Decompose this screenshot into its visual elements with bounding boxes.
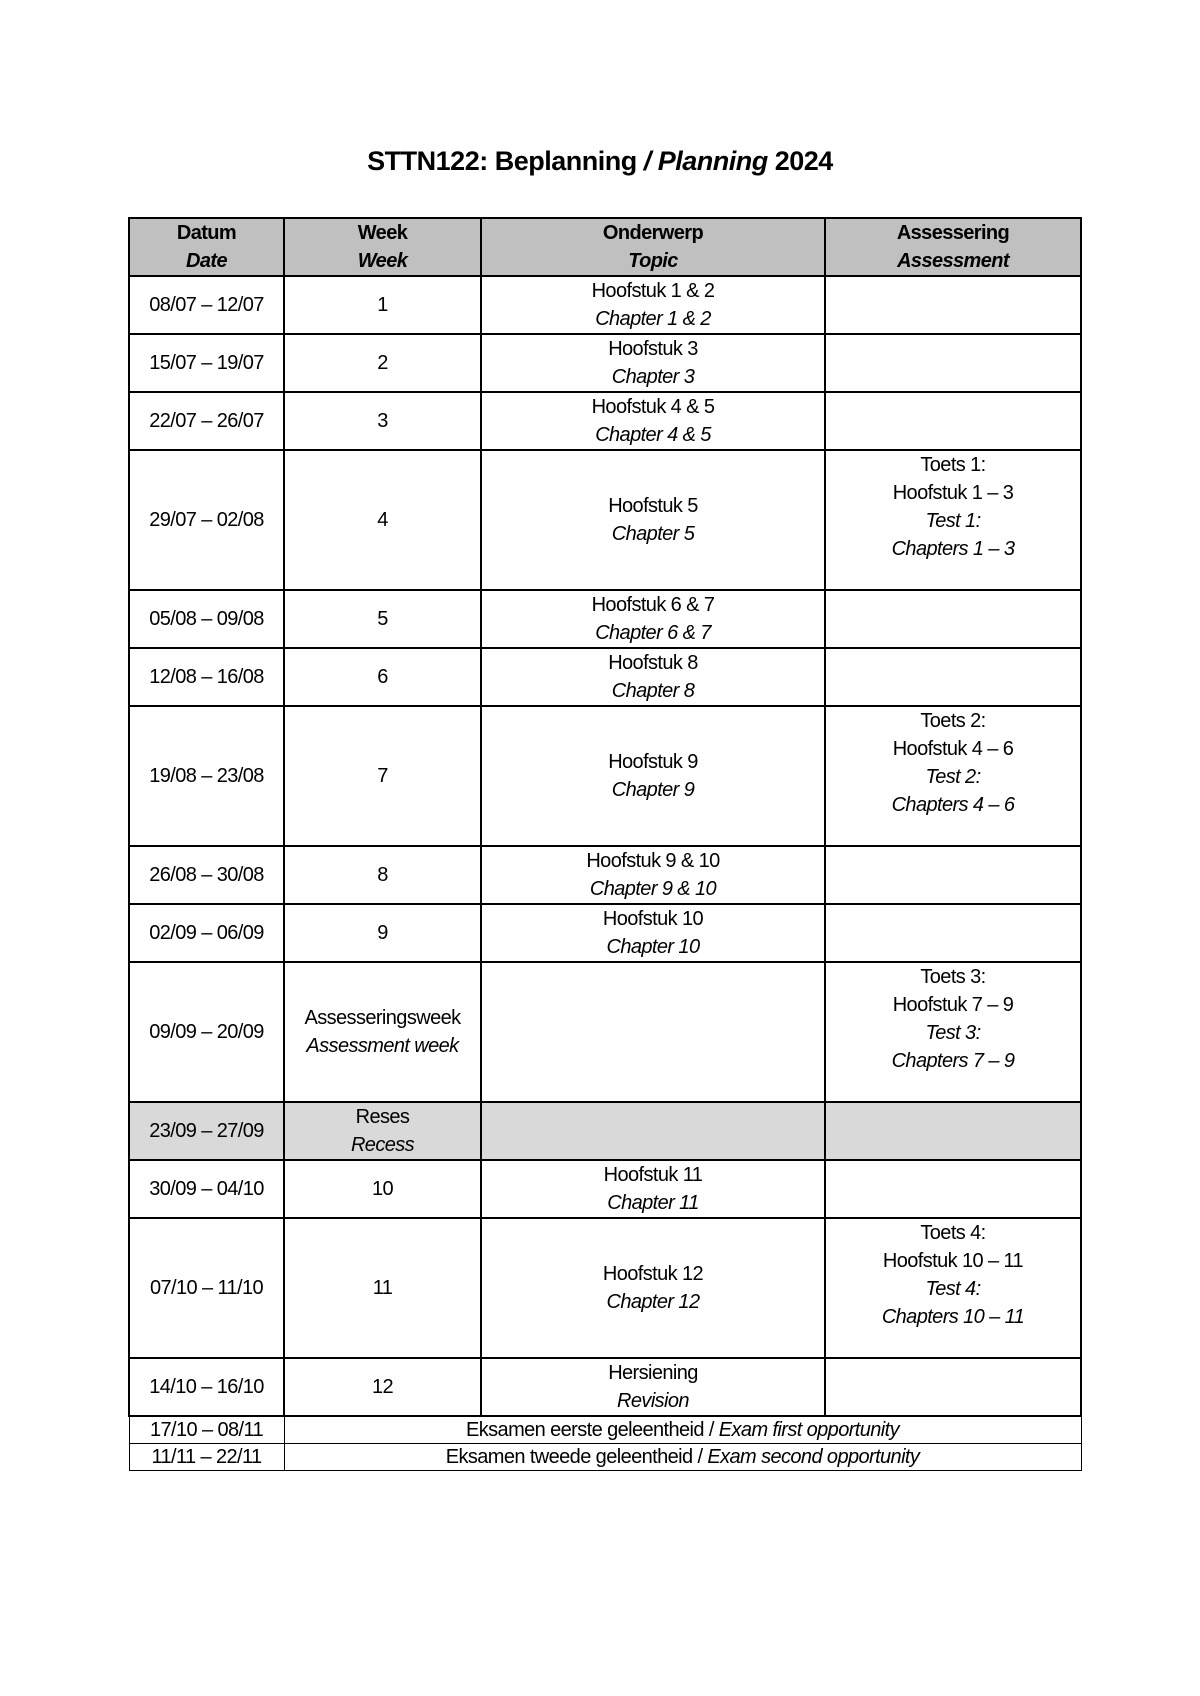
topic-cell: [481, 962, 825, 1102]
exam-row: [129, 1444, 1081, 1471]
table-row: [129, 1218, 1081, 1358]
week-cell: 7: [284, 706, 481, 846]
assessment-cell: [825, 1160, 1081, 1218]
date-cell: 17/10 – 08/11: [129, 1416, 284, 1444]
topic-cell: Hoofstuk 6 & 7 Chapter 6 & 7: [481, 590, 825, 648]
table-row: [129, 1358, 1081, 1416]
assessment-cell: Toets 3: Hoofstuk 7 – 9 Test 3: Chapters 7 – 9: [825, 962, 1081, 1102]
assessment-cell: Toets 1: Hoofstuk 1 – 3 Test 1: Chapters 1 – 3: [825, 450, 1081, 590]
date-cell: 15/07 – 19/07: [129, 334, 284, 392]
topic-cell: Hoofstuk 9 Chapter 9: [481, 706, 825, 846]
header-row: [129, 218, 1081, 276]
header-assessment: Assessering Assessment: [825, 218, 1081, 276]
table-row: [129, 962, 1081, 1102]
week-cell: 12: [284, 1358, 481, 1416]
assessment-cell: [825, 392, 1081, 450]
topic-cell: Hoofstuk 12 Chapter 12: [481, 1218, 825, 1358]
topic-cell: Hersiening Revision: [481, 1358, 825, 1416]
assessment-cell: [825, 590, 1081, 648]
date-cell: 02/09 – 06/09: [129, 904, 284, 962]
week-cell: 6: [284, 648, 481, 706]
week-cell: 9: [284, 904, 481, 962]
assessment-cell: [825, 1102, 1081, 1160]
assessment-cell: [825, 904, 1081, 962]
planning-table: [128, 217, 1082, 1471]
recess-row: [129, 1102, 1081, 1160]
header-topic: Onderwerp Topic: [481, 218, 825, 276]
week-cell: Assesseringsweek Assessment week: [284, 962, 481, 1102]
header-date: Datum Date: [129, 218, 284, 276]
date-cell: 14/10 – 16/10: [129, 1358, 284, 1416]
week-cell: 1: [284, 276, 481, 334]
date-cell: 09/09 – 20/09: [129, 962, 284, 1102]
topic-cell: Hoofstuk 4 & 5 Chapter 4 & 5: [481, 392, 825, 450]
date-cell: 30/09 – 04/10: [129, 1160, 284, 1218]
table-row: [129, 334, 1081, 392]
exam-cell: Eksamen eerste geleentheid / Exam first opportunity: [284, 1416, 1081, 1444]
assessment-cell: [825, 334, 1081, 392]
topic-cell: Hoofstuk 1 & 2 Chapter 1 & 2: [481, 276, 825, 334]
table-row: [129, 648, 1081, 706]
table-row: [129, 846, 1081, 904]
topic-cell: Hoofstuk 5 Chapter 5: [481, 450, 825, 590]
topic-cell: Hoofstuk 9 & 10 Chapter 9 & 10: [481, 846, 825, 904]
date-cell: 11/11 – 22/11: [129, 1444, 284, 1471]
topic-cell: Hoofstuk 3 Chapter 3: [481, 334, 825, 392]
week-cell: 4: [284, 450, 481, 590]
date-cell: 08/07 – 12/07: [129, 276, 284, 334]
week-cell: 3: [284, 392, 481, 450]
topic-cell: [481, 1102, 825, 1160]
topic-cell: Hoofstuk 8 Chapter 8: [481, 648, 825, 706]
week-cell: Reses Recess: [284, 1102, 481, 1160]
page-title: STTN122: Beplanning / Planning 2024: [367, 146, 833, 176]
topic-cell: Hoofstuk 11 Chapter 11: [481, 1160, 825, 1218]
week-cell: 11: [284, 1218, 481, 1358]
table-row: [129, 450, 1081, 590]
topic-cell: Hoofstuk 10 Chapter 10: [481, 904, 825, 962]
table-row: [129, 1160, 1081, 1218]
exam-row: [129, 1416, 1081, 1444]
table-row: [129, 706, 1081, 846]
table-row: [129, 904, 1081, 962]
assessment-cell: Toets 4: Hoofstuk 10 – 11 Test 4: Chapters 10 – 11: [825, 1218, 1081, 1358]
week-cell: 10: [284, 1160, 481, 1218]
exam-cell: Eksamen tweede geleentheid / Exam second opportunity: [284, 1444, 1081, 1471]
assessment-cell: [825, 276, 1081, 334]
assessment-cell: Toets 2: Hoofstuk 4 – 6 Test 2: Chapters 4 – 6: [825, 706, 1081, 846]
date-cell: 05/08 – 09/08: [129, 590, 284, 648]
date-cell: 22/07 – 26/07: [129, 392, 284, 450]
date-cell: 26/08 – 30/08: [129, 846, 284, 904]
assessment-cell: [825, 648, 1081, 706]
week-cell: 5: [284, 590, 481, 648]
week-cell: 2: [284, 334, 481, 392]
table-row: [129, 590, 1081, 648]
assessment-cell: [825, 846, 1081, 904]
week-cell: 8: [284, 846, 481, 904]
date-cell: 23/09 – 27/09: [129, 1102, 284, 1160]
header-week: Week Week: [284, 218, 481, 276]
assessment-cell: [825, 1358, 1081, 1416]
date-cell: 12/08 – 16/08: [129, 648, 284, 706]
date-cell: 07/10 – 11/10: [129, 1218, 284, 1358]
table-row: [129, 276, 1081, 334]
date-cell: 29/07 – 02/08: [129, 450, 284, 590]
date-cell: 19/08 – 23/08: [129, 706, 284, 846]
table-row: [129, 392, 1081, 450]
